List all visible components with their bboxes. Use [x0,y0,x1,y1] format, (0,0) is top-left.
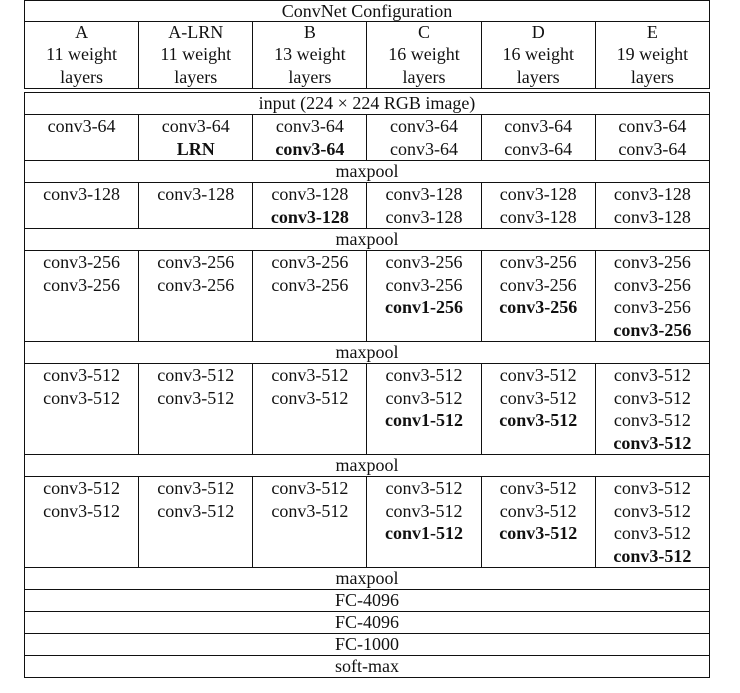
layer-label: conv1-256 [385,297,464,317]
layer-label: conv3-128 [157,184,235,204]
layer-cell [481,477,595,568]
maxpool-label: maxpool [25,229,710,251]
layer-label: conv3-128 [499,184,577,204]
layer-label: conv3-256 [43,274,121,295]
layer-label: conv3-256 [499,297,578,317]
layer-cell [595,183,709,229]
layer-label: conv3-512 [157,365,235,385]
layer-cell [367,183,481,229]
maxpool-label-row [25,568,710,590]
layer-label: conv3-64 [47,116,116,136]
layer-label: conv3-512 [613,523,691,543]
layer-label: conv3-512 [271,365,349,385]
layer-label: conv3-512 [43,365,121,385]
column-name: A [25,22,139,44]
layer-label: conv3-128 [385,184,463,204]
layer-label: conv3-128 [43,184,121,204]
maxpool-label-row [25,161,710,183]
column-name: C [367,22,481,44]
tail-layer-label: FC-1000 [25,634,710,656]
tail-layer-label: soft-max [25,656,710,678]
column-depth-line: 11 weight [46,44,117,64]
layer-label: conv3-512 [385,365,463,385]
column-depth [253,43,367,89]
layer-label: conv3-512 [43,500,121,521]
layer-label: conv3-256 [613,252,691,272]
column-depth [25,43,139,89]
column-depth-line: 13 weight [274,44,346,64]
layer-cell [139,364,253,455]
layer-label: conv3-128 [613,206,691,227]
layer-label: conv3-512 [157,387,235,408]
column-depth-line: layers [288,66,332,87]
tail-layer-label-row [25,590,710,612]
tail-layer-label-row [25,612,710,634]
convnet-config-table [24,0,710,678]
layer-cell [253,183,367,229]
layer-label: conv3-64 [618,138,687,159]
layer-label: conv3-512 [271,387,349,408]
layer-cell [139,183,253,229]
maxpool-label-row [25,455,710,477]
layer-label: conv3-256 [613,274,691,295]
layer-cell [367,115,481,161]
layer-block-row [25,477,710,568]
layer-label: conv1-512 [385,523,464,543]
layer-label: conv3-512 [613,432,692,453]
layer-label: conv3-128 [613,184,691,204]
layer-label: conv3-256 [271,252,349,272]
layer-cell [25,183,139,229]
layer-label: conv3-128 [270,206,349,227]
tail-layer-label: FC-4096 [25,590,710,612]
layer-label: conv3-256 [157,274,235,295]
layer-label: conv3-64 [504,138,573,159]
column-name: B [253,22,367,44]
layer-label: conv3-512 [271,500,349,521]
layer-label: conv3-64 [275,138,345,159]
layer-label: conv3-128 [271,184,349,204]
maxpool-label-row [25,342,710,364]
layer-cell [481,183,595,229]
layer-label: conv3-256 [43,252,121,272]
layer-label: conv3-64 [390,138,459,159]
column-name: A-LRN [139,22,253,44]
layer-label: conv3-512 [499,387,577,408]
convnet-config-table-container [24,0,710,678]
column-depth-line: layers [60,66,104,87]
layer-label: conv3-512 [499,365,577,385]
layer-label: conv3-512 [157,478,235,498]
layer-cell [25,477,139,568]
layer-cell [595,477,709,568]
column-depth-line: 19 weight [616,44,689,64]
column-depth-line: layers [174,66,218,87]
column-depth-line: 16 weight [388,44,460,64]
table-title: ConvNet Configuration [25,1,710,22]
layer-label: conv3-256 [613,319,692,340]
layer-label: conv3-64 [390,116,459,136]
layer-cell [481,115,595,161]
layer-label: conv3-256 [499,274,577,295]
layer-label: conv1-512 [385,410,464,430]
layer-cell [253,364,367,455]
layer-cell [253,251,367,342]
column-name: D [481,22,595,44]
layer-cell [139,477,253,568]
table-body [25,1,710,678]
layer-cell [253,115,367,161]
layer-block-row [25,183,710,229]
layer-label: conv3-512 [43,478,121,498]
layer-block-row [25,364,710,455]
layer-cell [595,115,709,161]
layer-label: conv3-512 [385,500,463,521]
layer-label: conv3-512 [157,500,235,521]
column-depth-line: layers [516,66,560,87]
maxpool-label: maxpool [25,342,710,364]
layer-cell [367,364,481,455]
column-depth-line: layers [402,66,446,87]
column-depth-line: layers [630,66,674,87]
maxpool-label: maxpool [25,455,710,477]
column-depth-row [25,43,710,89]
layer-cell [25,115,139,161]
column-depth [367,43,481,89]
layer-label: conv3-512 [499,523,578,543]
column-header-row [25,22,710,44]
layer-cell [367,477,481,568]
layer-cell [595,251,709,342]
layer-label: conv3-512 [499,478,577,498]
input-row-label-row [25,93,710,115]
tail-layer-label: FC-4096 [25,612,710,634]
layer-cell [25,364,139,455]
layer-label: LRN [176,138,215,159]
layer-label: conv3-128 [385,206,463,227]
maxpool-label: maxpool [25,161,710,183]
layer-label: conv3-64 [275,116,344,136]
layer-cell [595,364,709,455]
layer-cell [253,477,367,568]
maxpool-label-row [25,229,710,251]
layer-label: conv3-64 [618,116,687,136]
layer-label: conv3-512 [499,410,578,430]
column-depth-line: 11 weight [160,44,232,64]
column-depth-line: 16 weight [502,44,574,64]
layer-label: conv3-256 [385,274,463,295]
layer-label: conv3-256 [613,297,691,317]
layer-block-row [25,115,710,161]
layer-label: conv3-512 [613,500,691,521]
layer-label: conv3-128 [499,206,577,227]
layer-cell [25,251,139,342]
layer-label: conv3-256 [385,252,463,272]
layer-cell [139,115,253,161]
table-title-row [25,1,710,22]
layer-label: conv3-512 [613,478,691,498]
layer-label: conv3-512 [613,545,692,566]
layer-label: conv3-256 [157,252,235,272]
layer-label: conv3-256 [271,274,349,295]
input-row-label: input (224 × 224 RGB image) [25,93,710,115]
column-depth [595,43,709,89]
maxpool-label: maxpool [25,568,710,590]
layer-cell [139,251,253,342]
layer-label: conv3-512 [271,478,349,498]
column-name: E [595,22,709,44]
column-depth [139,43,253,89]
layer-label: conv3-512 [385,387,463,408]
layer-block-row [25,251,710,342]
layer-label: conv3-64 [504,116,573,136]
layer-label: conv3-512 [43,387,121,408]
layer-label: conv3-256 [499,252,577,272]
layer-label: conv3-512 [385,478,463,498]
column-depth [481,43,595,89]
tail-layer-label-row [25,656,710,678]
layer-label: conv3-512 [613,410,691,430]
layer-label: conv3-512 [499,500,577,521]
layer-label: conv3-512 [613,387,691,408]
tail-layer-label-row [25,634,710,656]
layer-label: conv3-512 [613,365,691,385]
layer-label: conv3-64 [161,116,230,136]
layer-cell [481,251,595,342]
layer-cell [481,364,595,455]
layer-cell [367,251,481,342]
